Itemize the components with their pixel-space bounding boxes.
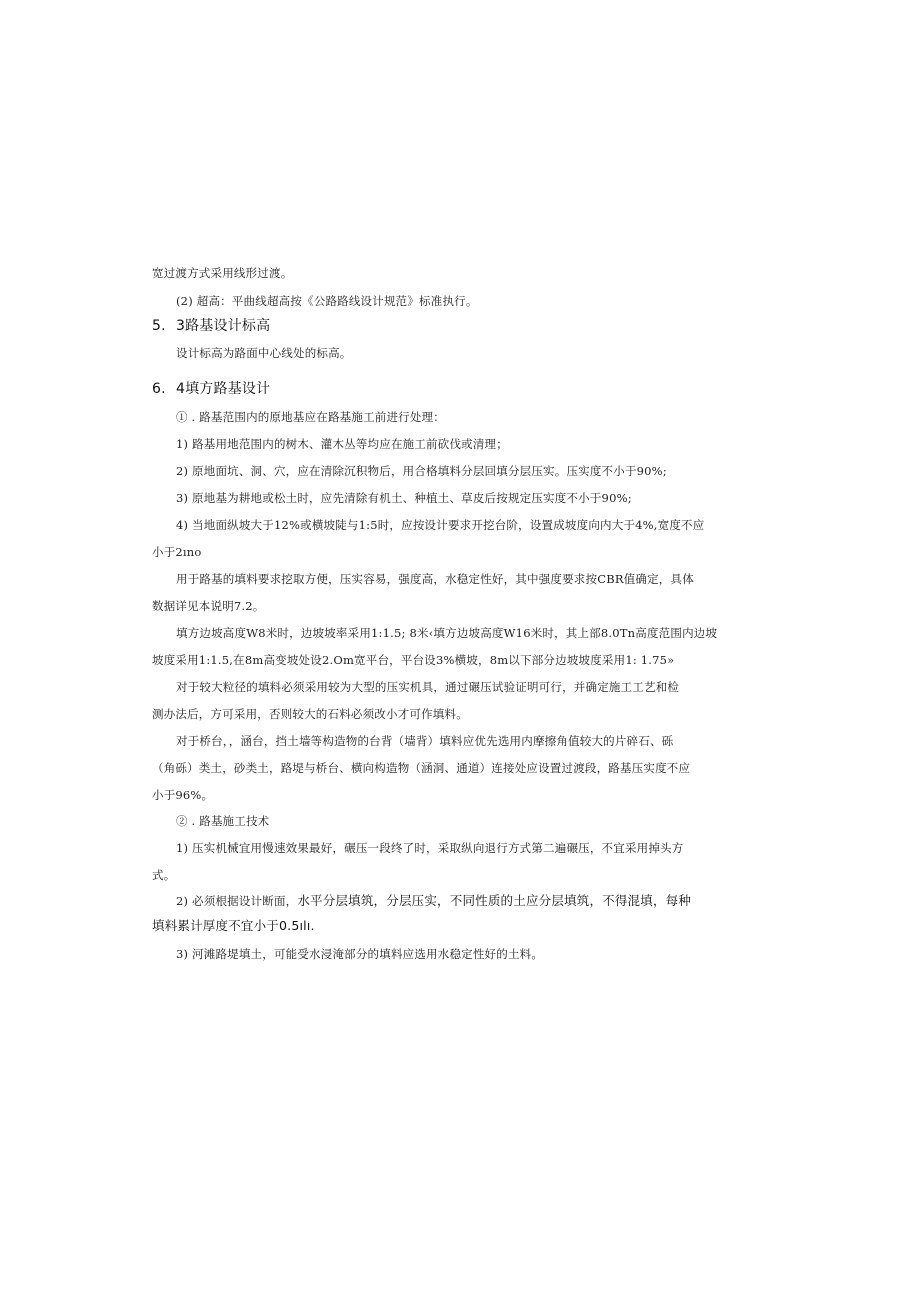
section-number: 5. [152,318,166,334]
paragraph-line: 填料累计厚度不宜小于0.5ılı. [152,918,315,933]
paragraph-line: 小于2ıno [152,545,202,559]
section-title: 4填方路基设计 [176,381,271,397]
section-number: 6. [152,381,166,397]
paragraph-line: 1) 路基用地范围内的树木、灌木丛等均应在施工前砍伐或清理； [176,437,508,451]
paragraph-line: 小于96%。 [152,788,214,802]
normal-text: 2) 必须根据设计断面， [176,894,298,908]
section-heading [152,381,732,397]
paragraph-line: 3) 原地基为耕地或松土时，应先清除有机土、种植土、草皮后按规定压实度不小于90%; [176,491,632,505]
paragraph-line: 宽过渡方式采用线形过渡。 [152,266,293,280]
paragraph-line: 3) 河滩路堤填土，可能受水浸淹部分的填料应选用水稳定性好的土料。 [176,947,544,961]
paragraph-line: ② . 路基施工技术 [176,814,270,828]
paragraph-line: 对于桥台，，涵台，挡土墙等构造物的台背（墙背）填料应优先选用内摩擦角值较大的片碎石、砾 [176,734,674,748]
paragraph-line: (2) 超高：平曲线超高按《公路路线设计规范》标准执行。 [176,294,478,308]
emphasized-text: 水平分层填筑，分层压实，不同性质的土应分层填筑，不得混填，每种 [297,893,692,908]
paragraph-line: 数据详见本说明7.2。 [152,599,265,613]
paragraph-line: 填方边坡高度W8米时，边坡坡率采用1:1.5; 8米‹填方边坡高度W16米时，其上部8.0Tn高度范围内边坡 [176,626,718,640]
paragraph-line: 坡度采用1:1.5,在8m高变坡处设2.Om宽平台，平台设3%横坡，8m以下部分边坡坡度采用1: 1.75» [152,653,675,667]
section-heading [152,318,732,334]
paragraph-line: 1) 压实机械宜用慢速效果最好，碾压一段终了时，采取纵向退行方式第二遍碾压，不宜采用掉头方 [176,841,684,855]
paragraph-line: 测办法后，方可采用，否则较大的石料必须改小才可作填料。 [152,707,468,721]
section-title: 3路基设计标高 [176,318,271,334]
paragraph-line: ① . 路基范围内的原地基应在路基施工前进行处理： [176,410,445,424]
paragraph-line: 用于路基的填料要求挖取方便，压实容易，强度高，水稳定性好，其中强度要求按CBR值确定，具体 [176,572,694,586]
paragraph-line: 式。 [152,868,176,882]
paragraph-line: 对于较大粒径的填料必须采用较为大型的压实机具，通过碾压试验证明可行，并确定施工工艺和检 [176,680,680,694]
paragraph-line: 4) 当地面纵坡大于12%或横坡陡与1:5时，应按设计要求开挖台阶，设置成坡度向内大于4%,宽度不应 [176,518,705,532]
paragraph-line: （角砾）类土，砂类土，路堤与桥台、横向构造物（涵洞、通道）连接处应设置过渡段，路基压实度不应 [152,761,691,775]
paragraph-line: 2) 原地面坑、洞、穴，应在清除沉积物后，用合格填料分层回填分层压实。压实度不小于90%; [176,464,667,478]
paragraph-line: 设计标高为路面中心线处的标高。 [176,346,352,360]
paragraph-line [176,893,756,909]
